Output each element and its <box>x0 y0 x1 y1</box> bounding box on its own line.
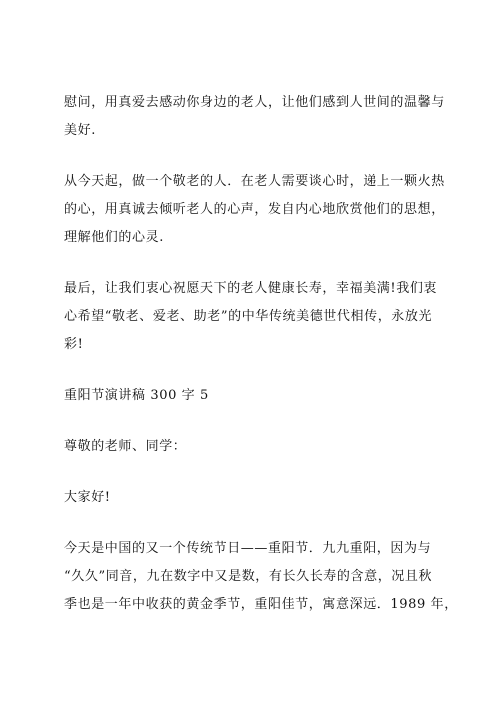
text-line: 今天是中国的又一个传统节日——重阳节．九九重阳，因为与 <box>64 541 432 556</box>
paragraph-2 <box>64 168 449 252</box>
paragraph-1 <box>64 89 449 145</box>
salutation <box>64 433 449 461</box>
text-line: 彩! <box>64 337 84 352</box>
text-line: 尊敬的老师、同学： <box>64 439 187 454</box>
greeting <box>64 484 449 512</box>
text-line: 大家好! <box>64 490 111 505</box>
document-body <box>64 89 458 619</box>
paragraph-7 <box>64 535 458 619</box>
section-heading <box>64 382 449 410</box>
text-line: 最后，让我们衷心祝愿天下的老人健康长寿，幸福美满!我们衷 <box>64 281 438 296</box>
paragraph-gap <box>64 410 449 433</box>
text-line: 心希望“敬老、爱老、助老”的中华传统美德世代相传，永放光 <box>64 309 433 324</box>
paragraph-gap <box>64 461 449 484</box>
text-line: 从今天起，做一个敬老的人．在老人需要谈心时，递上一颗火热 <box>64 174 445 189</box>
heading-line: 重阳节演讲稿 300 字 5 <box>64 388 209 403</box>
text-line: 季也是一年中收获的黄金季节，重阳佳节，寓意深远．1989 年， <box>64 597 458 612</box>
paragraph-gap <box>64 359 449 382</box>
paragraph-3 <box>64 275 449 359</box>
text-line: 理解他们的心灵. <box>64 230 164 245</box>
paragraph-gap <box>64 512 449 535</box>
text-line: 的心，用真诚去倾听老人的心声，发自内心地欣赏他们的思想， <box>64 202 445 217</box>
text-line: 慰问，用真爱去感动你身边的老人，让他们感到人世间的温馨与 <box>64 95 445 110</box>
paragraph-gap <box>64 252 449 275</box>
text-line: 美好. <box>64 123 96 138</box>
text-line: “久久”同音，九在数字中又是数，有长久长寿的含意，况且秋 <box>64 569 433 584</box>
paragraph-gap <box>64 145 449 168</box>
